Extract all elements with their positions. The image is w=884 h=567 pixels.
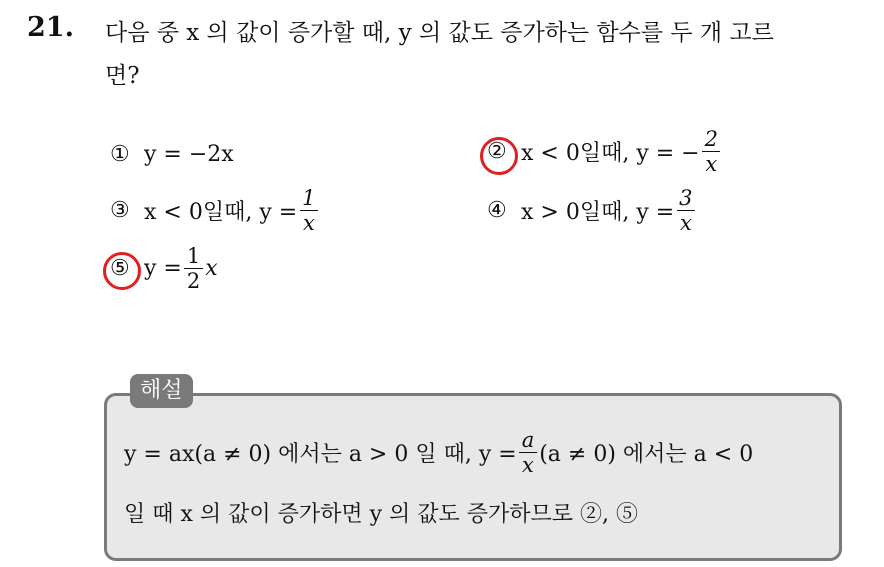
choice-marker: ①	[110, 142, 130, 167]
solution-text-a: y = ax(a ≠ 0) 에서는 a > 0 일 때, y =	[124, 442, 517, 467]
solution-text-b: (a ≠ 0) 에서는 a < 0	[539, 442, 754, 467]
choice-3[interactable]	[110, 186, 321, 235]
fraction-numerator: 1	[302, 186, 316, 210]
choice-marker: ②	[487, 139, 507, 164]
solution-box	[104, 393, 842, 561]
question-text	[105, 12, 865, 98]
question-line-1: 다음 중 x 의 값이 증가할 때, y 의 값도 증가하는 함수를 두 개 고르	[105, 20, 774, 46]
choice-fraction	[184, 244, 203, 293]
choice-expression: x < 0일때, y = −	[521, 141, 700, 166]
choice-suffix: x	[205, 256, 218, 281]
answer-circle-mark	[103, 252, 141, 290]
choice-1[interactable]	[110, 142, 234, 167]
fraction-denominator: x	[300, 210, 318, 235]
choice-2[interactable]	[487, 127, 723, 176]
choice-fraction	[299, 186, 318, 235]
choice-marker: ③	[110, 198, 130, 223]
fraction-numerator: 3	[679, 186, 693, 210]
choice-marker: ④	[487, 198, 507, 223]
choice-expression: y =	[144, 256, 182, 281]
question-number: 21.	[27, 12, 74, 43]
solution-badge: 해설	[130, 374, 193, 408]
choice-expression: x < 0일때, y =	[144, 200, 298, 225]
solution-line-2: 일 때 x 의 값이 증가하면 y 의 값도 증가하므로 ②, ⑤	[124, 502, 639, 527]
fraction-numerator: 1	[186, 244, 201, 268]
fraction-denominator: 2	[184, 268, 203, 293]
choice-marker: ⑤	[110, 256, 130, 281]
solution-fraction	[519, 428, 538, 477]
choice-fraction	[676, 186, 695, 235]
choice-4[interactable]	[487, 186, 698, 235]
fraction-denominator: x	[519, 452, 537, 477]
fraction-denominator: x	[702, 151, 720, 176]
fraction-numerator: a	[521, 428, 535, 452]
fraction-numerator: 2	[704, 127, 718, 151]
choice-expression: x > 0일때, y =	[521, 200, 675, 225]
fraction-denominator: x	[677, 210, 695, 235]
question-line-2: 면?	[105, 63, 140, 89]
choice-fraction	[702, 127, 721, 176]
choice-expression: y = −2x	[144, 142, 234, 167]
solution-line-1	[124, 428, 753, 477]
answer-circle-mark	[480, 137, 518, 175]
